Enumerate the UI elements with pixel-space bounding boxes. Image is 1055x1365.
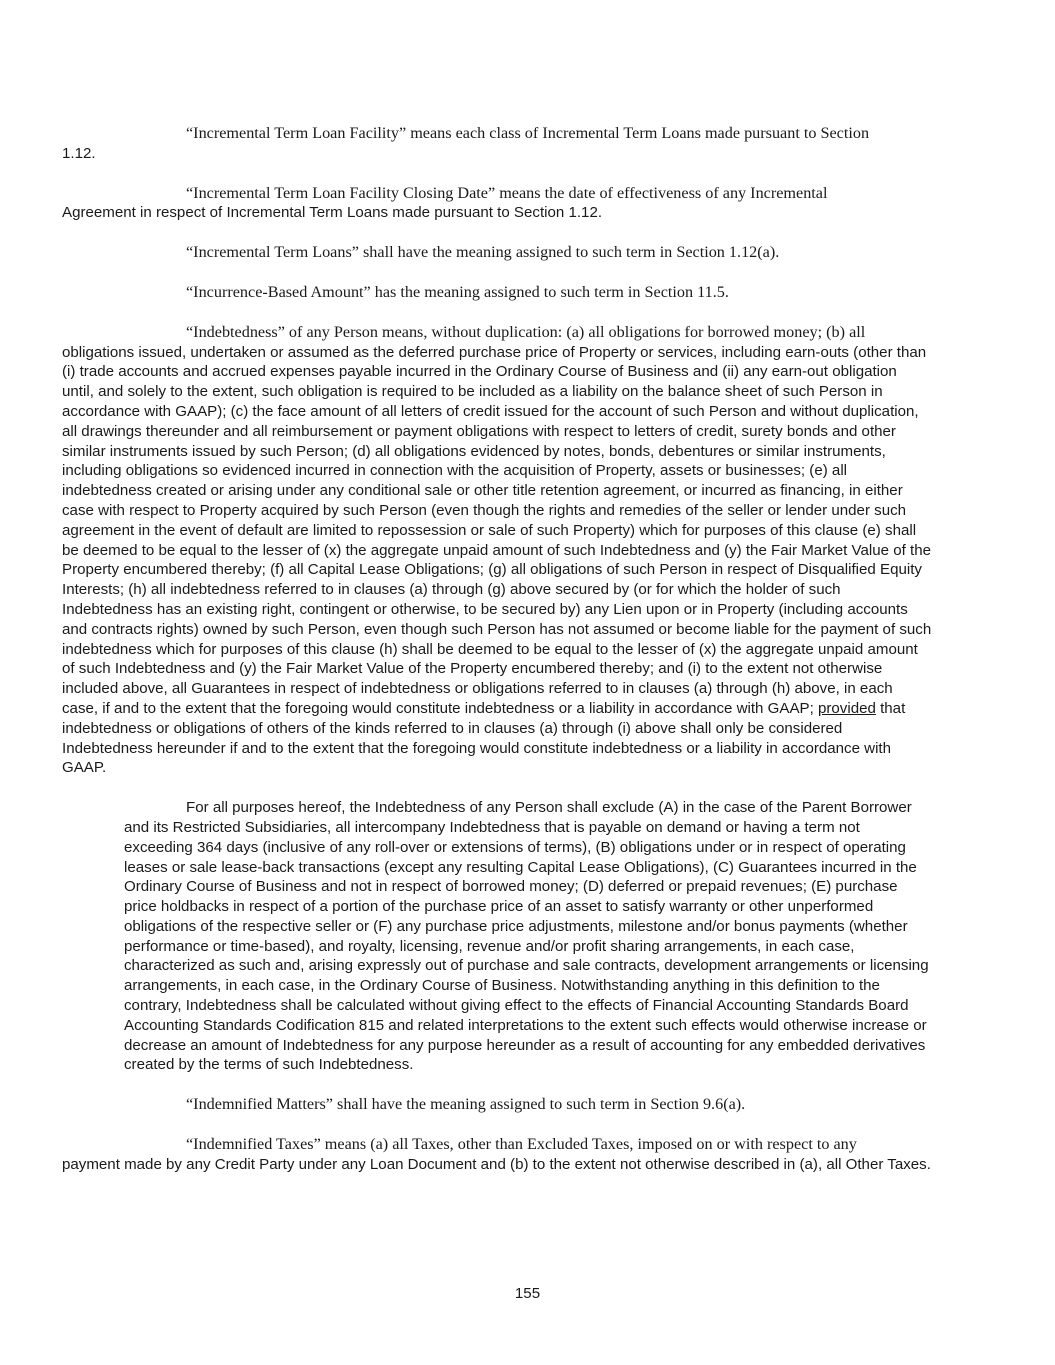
definition-incremental-term-loan-facility-closing-date — [62, 183, 932, 224]
definition-body — [62, 343, 932, 779]
definition-body-text: obligations issued, undertaken or assumed as the deferred purchase price of Property or services, including earn-outs (other than (i) trade accounts and accrued expenses payable incurred in the Ordinary Course of Business and (ii) any earn-out obligation until, and solely to the extent, such obligation is required to be included as a liability on the balance sheet of such Person in accordance with GAAP); (c) the face amount of all letters of credit issued for the account of such Person and without duplication, all drawings thereunder and all reimbursement or payment obligations with respect to letters of credit, surety bonds and other similar instruments issued by such Person; (d) all obligations evidenced by notes, bonds, debentures or similar instruments, including obligations so evidenced incurred in connection with the acquisition of Property, assets or businesses; (e) all indebtedness created or arising under any conditional sale or other title retention agreement, or incurred as financing, in either case with respect to Property acquired by such Person (even though the rights and remedies of the seller or lender under such agreement in the event of default are limited to repossession or sale of such Property) which for purposes of this clause (e) shall be deemed to be equal to the lesser of (x) the aggregate unpaid amount of such Indebtedness and (y) the Fair Market Value of the Property encumbered thereby; (f) all Capital Lease Obligations; (g) all obligations of such Person in respect of Disqualified Equity Interests; (h) all indebtedness referred to in clauses (a) through (g) above secured by (or for which the holder of such Indebtedness has an existing right, contingent or otherwise, to be secured by) any Lien upon or in Property (including accounts and contracts rights) owned by such Person, even though such Person has not assumed or become liable for the payment of such indebtedness which for purposes of this clause (h) shall be deemed to be equal to the lesser of (x) the aggregate unpaid amount of such Indebtedness and (y) the Fair Market Value of the Property encumbered thereby; and (i) to the extent not otherwise included above, all Guarantees in respect of indebtedness or obligations referred to in clauses (a) through (h) above, in each case, if and to the extent that the foregoing would constitute indebtedness or a liability in accordance with GAAP; — [62, 343, 932, 717]
definition-lead: “Incremental Term Loan Facility” means each class of Incremental Term Loans made pursuant to Section — [186, 124, 870, 142]
definition-incremental-term-loan-facility — [62, 124, 932, 164]
document-page — [62, 124, 932, 1195]
definition-lead: “Indemnified Taxes” means (a) all Taxes, other than Excluded Taxes, imposed on or with respect to any — [186, 1135, 857, 1154]
definition-lead: “Indebtedness” of any Person means, without duplication: (a) all obligations for borrowed money; (b) all — [186, 322, 866, 341]
definition-indebtedness — [62, 322, 932, 778]
definition-body-end: that indebtedness or obligations of others of the kinds referred to in clauses (a) through (i) above shall only be considered Indebtedness hereunder if and to the extent that the foregoing would constitute indebtedness or a liability in accordance with GAAP. — [62, 699, 906, 777]
definition-incremental-term-loans: “Incremental Term Loans” shall have the meaning assigned to such term in Section 1.12(a). — [186, 243, 780, 262]
definition-lead: “Incremental Term Loan Facility Closing Date” means the date of effectiveness of any Incremental — [186, 183, 828, 202]
definition-tail: payment made by any Credit Party under any Loan Document and (b) to the extent not otherwise described in (a), all Other Taxes. — [62, 1155, 931, 1173]
definition-indemnified-taxes — [62, 1135, 932, 1175]
definition-tail: Agreement in respect of Incremental Term Loans made pursuant to Section 1.12. — [62, 204, 603, 222]
provided-term: provided — [817, 699, 876, 717]
definition-incurrence-based-amount: “Incurrence-Based Amount” has the meaning assigned to such term in Section 11.5. — [186, 282, 729, 301]
definition-indemnified-matters: “Indemnified Matters” shall have the meaning assigned to such term in Section 9.6(a). — [186, 1095, 746, 1114]
definition-tail: 1.12. — [62, 144, 96, 162]
page-number: 155 — [514, 1285, 541, 1302]
indebtedness-exclusions: For all purposes hereof, the Indebtedness of any Person shall exclude (A) in the case of the Parent Borrower and its Restricted Subsidiaries, all intercompany Indebtedness that is payable on demand or having a term not exceeding 364 days (inclusive of any roll-over or extensions of terms), (B) obligations under or in respect of operating leases or sale lease-back transactions (except any resulting Capital Lease Obligations), (C) Guarantees incurred in the Ordinary Course of Business and not in respect of borrowed money; (D) deferred or prepaid revenues; (E) purchase price holdbacks in respect of a portion of the purchase price of an asset to satisfy warranty or other unperformed obligations of the respective seller or (F) any purchase price adjustments, milestone and/or bonus payments (whether performance or time-based), and royalty, licensing, revenue and/or profit sharing arrangements, in each case, characterized as such and, arising expressly out of purchase and sale contracts, development arrangements or licensing arrangements, in each case, in the Ordinary Course of Business. Notwithstanding anything in this definition to the contrary, Indebtedness shall be calculated without giving effect to the effects of Financial Accounting Standards Board Accounting Standards Codification 815 and related interpretations to the extent such effects would otherwise increase or decrease an amount of Indebtedness for any purpose hereunder as a result of accounting for any embedded derivatives created by the terms of such Indebtedness. — [124, 799, 929, 1074]
